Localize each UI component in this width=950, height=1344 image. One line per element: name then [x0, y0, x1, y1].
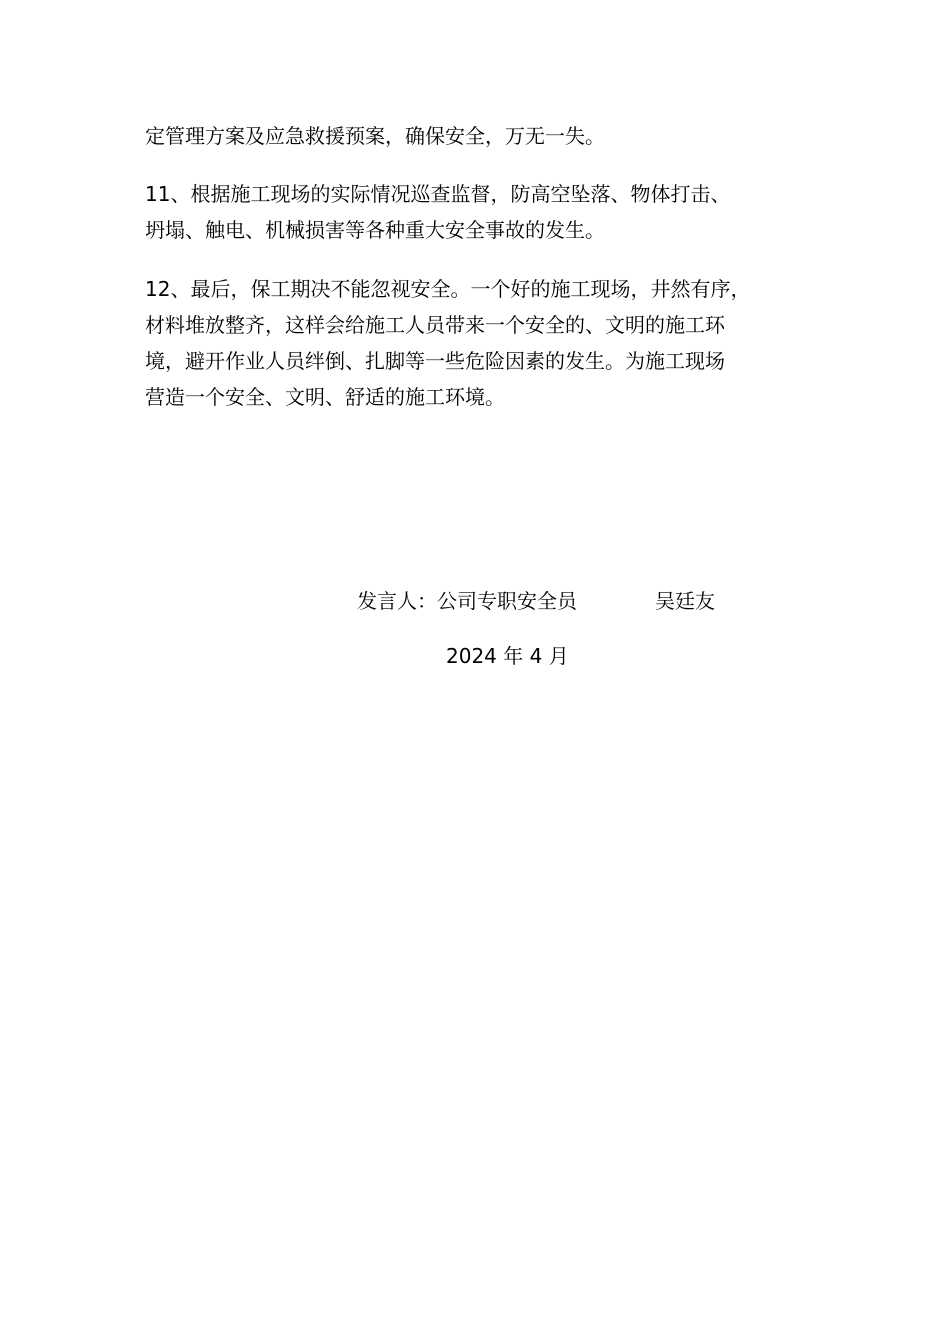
- paragraph-line: 定管理方案及应急救援预案，确保安全，万无一失。: [145, 124, 605, 148]
- paragraph-line: 境，避开作业人员绊倒、扎脚等一些危险因素的发生。为施工现场: [145, 349, 725, 373]
- speaker-name: 吴廷友: [655, 589, 715, 613]
- paragraph-line: 11、根据施工现场的实际情况巡查监督，防高空坠落、物体打击、: [145, 182, 731, 206]
- paragraph-line: 材料堆放整齐，这样会给施工人员带来一个安全的、文明的施工环: [145, 313, 725, 337]
- paragraph-line: 营造一个安全、文明、舒适的施工环境。: [145, 385, 505, 409]
- paragraph-line: 坍塌、触电、机械损害等各种重大安全事故的发生。: [145, 218, 605, 242]
- paragraph-continuation: [145, 118, 810, 154]
- paragraph-item-12: [145, 271, 810, 415]
- paragraph-line: 12、最后，保工期决不能忽视安全。一个好的施工现场，井然有序，: [145, 277, 751, 301]
- signature-line: [357, 583, 857, 619]
- document-date: 2024 年 4 月: [446, 644, 569, 668]
- paragraph-item-11: [145, 176, 810, 248]
- speaker-role: 发言人：公司专职安全员: [357, 589, 577, 613]
